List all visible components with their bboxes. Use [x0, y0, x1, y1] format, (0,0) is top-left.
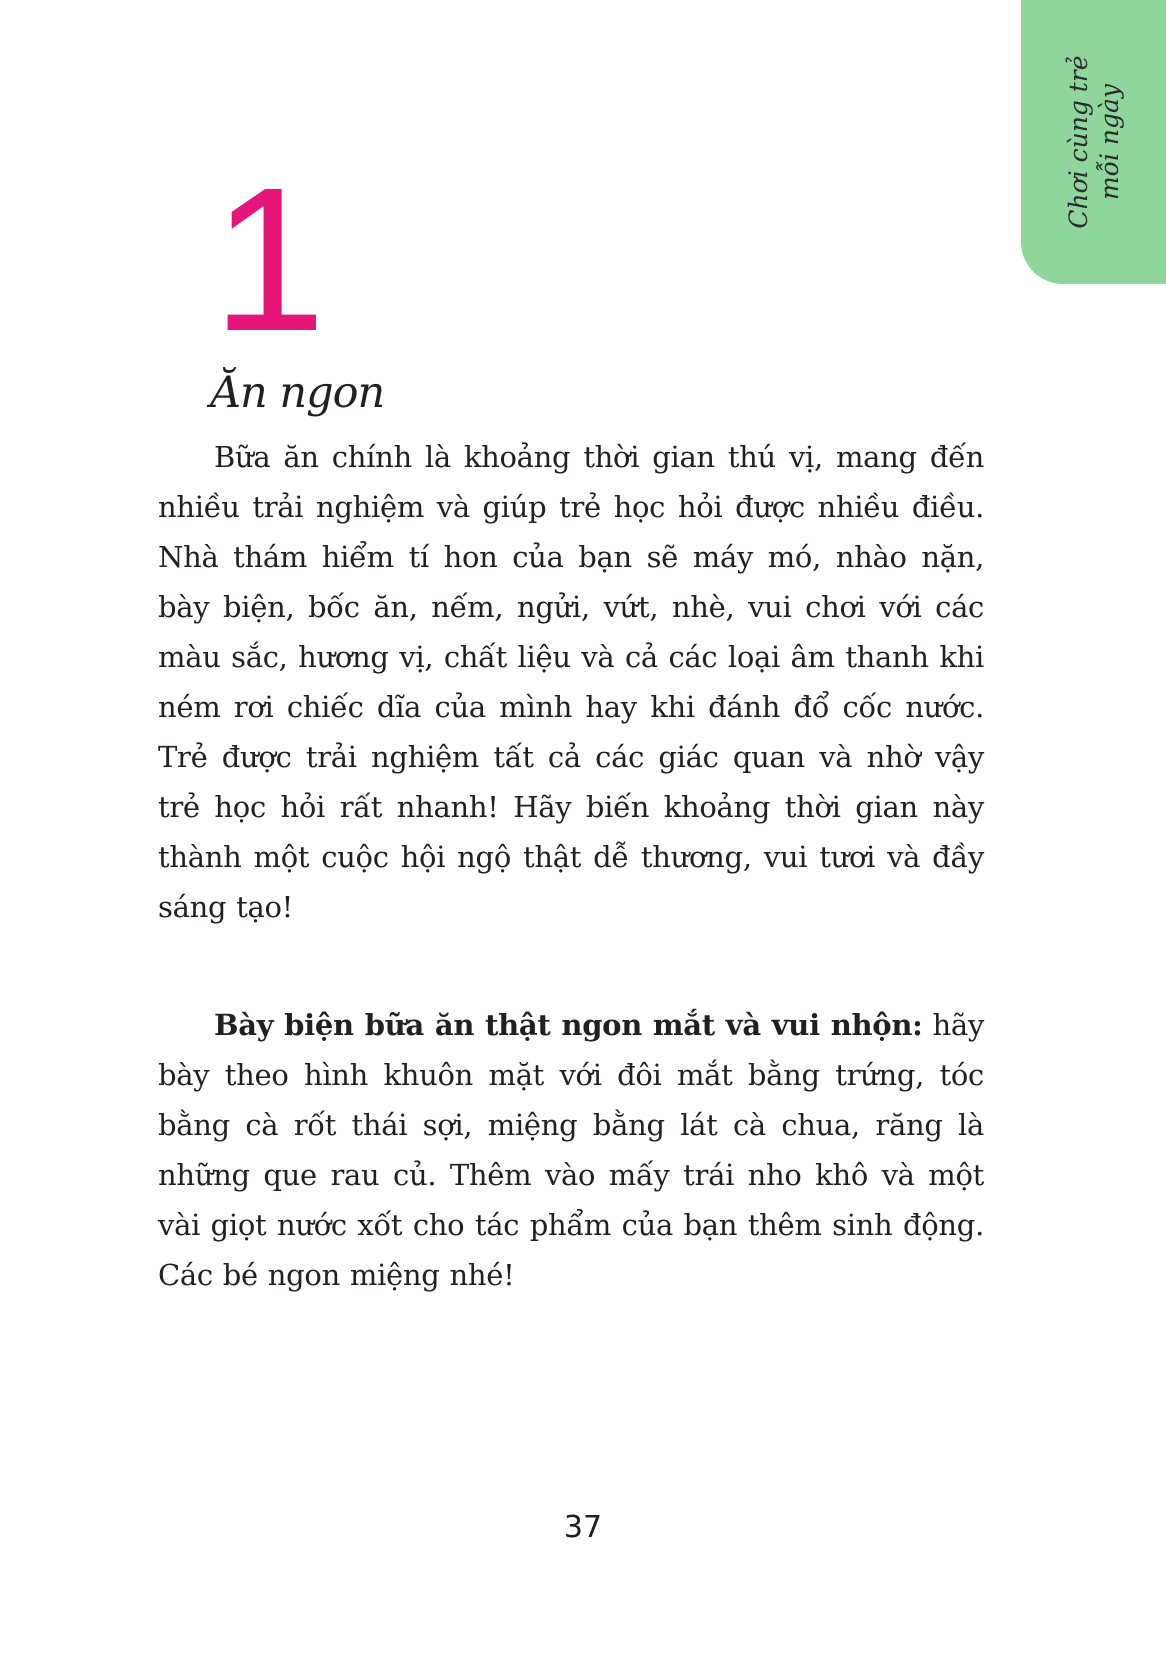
chapter-number: 1	[212, 145, 327, 374]
tip-text: hãy bày theo hình khuôn mặt với đôi mắt bằng trứng, tóc bằng cà rốt thái sợi, miệng bằng lát cà chua, răng là những que rau củ. Thêm vào mấy trái nho khô và một vài giọt nước xốt cho tác phẩm của bạn thêm sinh động. Các bé ngon miệng nhé!	[158, 1008, 984, 1292]
side-tab-line-2: mỗi ngày	[1094, 83, 1124, 201]
intro-text: Bữa ăn chính là khoảng thời gian thú vị, mang đến nhiều trải nghiệm và giúp trẻ học hỏi được nhiều điều. Nhà thám hiểm tí hon của bạn sẽ máy mó, nhào nặn, bày biện, bốc ăn, nếm, ngửi, vứt, nhè, vui chơi với các màu sắc, hương vị, chất liệu và cả các loại âm thanh khi ném rơi chiếc dĩa của mình hay khi đánh đổ cốc nước. Trẻ được trải nghiệm tất cả các giác quan và nhờ vậy trẻ học hỏi rất nhanh! Hãy biến khoảng thời gian này thành một cuộc hội ngộ thật dễ thương, vui tươi và đầy sáng tạo!	[158, 440, 984, 924]
page-number: 37	[563, 1510, 603, 1545]
side-tab-label	[1063, 55, 1125, 228]
tip-paragraph	[158, 1000, 984, 1300]
chapter-title: Ăn ngon	[210, 368, 385, 418]
chapter-side-tab	[1021, 0, 1166, 284]
side-tab-line-1: Chơi cùng trẻ	[1063, 55, 1093, 229]
tip-lead-bold: Bày biện bữa ăn thật ngon mắt và vui nhộn:	[214, 1008, 923, 1042]
intro-paragraph	[158, 432, 984, 932]
